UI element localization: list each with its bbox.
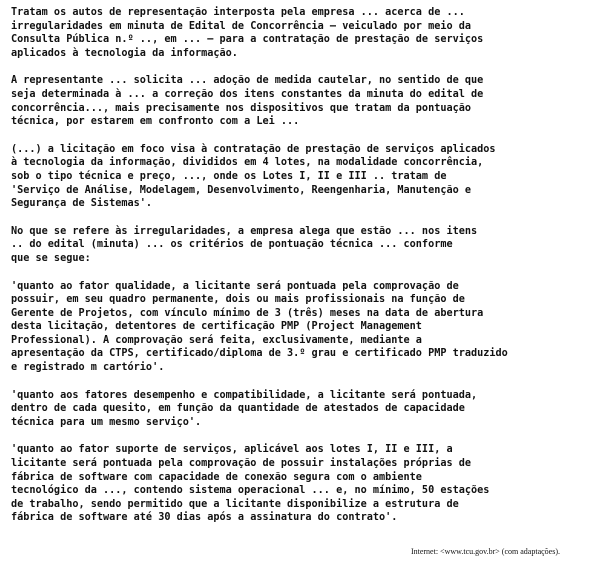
text-line: 'quanto ao fator suporte de serviços, aplicável aos lotes I, II e III, a xyxy=(11,444,453,456)
text-line: sob o tipo técnica e preço, ..., onde os Lotes I, II e III .. tratam de xyxy=(11,170,447,182)
paragraph-1 xyxy=(11,6,586,60)
text-line: de trabalho, sendo permitido que a licitante disponibilize a estrutura de xyxy=(11,498,459,510)
text-line: .. do edital (minuta) ... os critérios de pontuação técnica ... conforme xyxy=(11,239,453,251)
paragraph-6 xyxy=(11,389,586,430)
text-line: Gerente de Projetos, com vínculo mínimo de 3 (três) meses na data de abertura xyxy=(11,307,484,319)
text-line: Segurança de Sistemas'. xyxy=(11,198,153,210)
paragraph-7 xyxy=(11,443,586,525)
source-citation: Internet: <www.tcu.gov.br> (com adaptações). xyxy=(410,547,560,556)
paragraph-5 xyxy=(11,280,586,375)
text-line: No que se refere às irregularidades, a empresa alega que estão ... nos itens xyxy=(11,225,478,237)
text-line: 'Serviço de Análise, Modelagem, Desenvolvimento, Reengenharia, Manutenção e xyxy=(11,184,472,196)
paragraph-gap xyxy=(11,211,586,225)
paragraph-gap xyxy=(11,129,586,143)
text-line: dentro de cada quesito, em função da quantidade de atestados de capacidade xyxy=(11,403,465,415)
text-line: fábrica de software até 30 dias após a assinatura do contrato'. xyxy=(11,512,398,524)
text-line: que se segue: xyxy=(11,252,91,264)
text-line: seja determinada à ... a correção dos itens constantes da minuta do edital de xyxy=(11,88,484,100)
text-line: Professional). A comprovação será feita, exclusivamente, mediante a xyxy=(11,334,422,346)
text-line: licitante será pontuada pela comprovação de possuir instalações próprias de xyxy=(11,458,472,470)
text-line: 'quanto ao fator qualidade, a licitante será pontuada pela comprovação de xyxy=(11,280,459,292)
text-line: concorrência..., mais precisamente nos dispositivos que tratam da pontuação xyxy=(11,102,472,114)
paragraph-2 xyxy=(11,74,586,128)
paragraph-3 xyxy=(11,143,586,211)
text-line: aplicados à tecnologia da informação. xyxy=(11,47,238,59)
text-line: técnica para um mesmo serviço'. xyxy=(11,416,202,428)
text-line: à tecnologia da informação, divididos em 4 lotes, na modalidade concorrência, xyxy=(11,157,484,169)
text-line: e registrado m cartório'. xyxy=(11,362,165,374)
text-line: técnica, por estarem em confronto com a Lei ... xyxy=(11,116,300,128)
text-line: possuir, em seu quadro permanente, dois ou mais profissionais na função de xyxy=(11,294,465,306)
text-line: Consulta Pública n.º .., em ... — para a contratação de prestação de serviços xyxy=(11,34,484,46)
text-line: (...) a licitação em foco visa à contratação de prestação de serviços aplicados xyxy=(11,143,496,155)
text-line: A representante ... solicita ... adoção de medida cautelar, no sentido de que xyxy=(11,75,484,87)
text-line: tecnológico da ..., contendo sistema operacional ... e, no mínimo, 50 estações xyxy=(11,485,490,497)
text-line: Tratam os autos de representação interposta pela empresa ... acerca de ... xyxy=(11,7,465,18)
paragraph-gap xyxy=(11,375,586,389)
text-line: irregularidades em minuta de Edital de Concorrência — veiculado por meio da xyxy=(11,20,472,32)
text-line: 'quanto aos fatores desempenho e compatibilidade, a licitante será pontuada, xyxy=(11,389,478,401)
paragraph-gap xyxy=(11,266,586,280)
paragraph-4 xyxy=(11,225,586,266)
paragraph-gap xyxy=(11,60,586,74)
text-line: desta licitação, detentores de certificação PMP (Project Management xyxy=(11,321,422,333)
paragraph-gap xyxy=(11,429,586,443)
text-line: apresentação da CTPS, certificado/diploma de 3.º grau e certificado PMP traduzido xyxy=(11,348,508,360)
text-line: fábrica de software com capacidade de conexão segura com o ambiente xyxy=(11,471,422,483)
